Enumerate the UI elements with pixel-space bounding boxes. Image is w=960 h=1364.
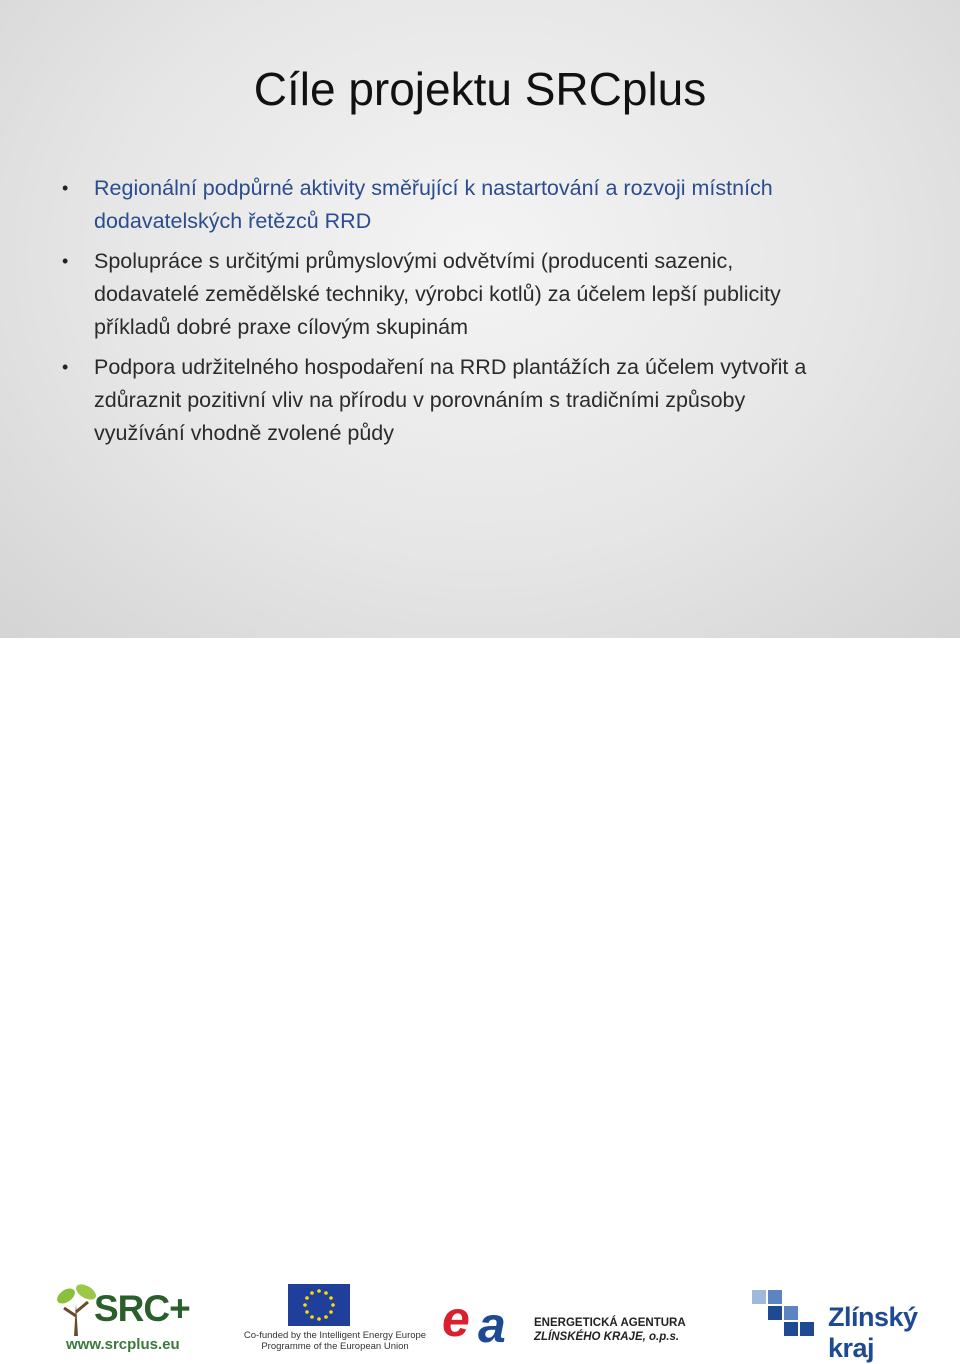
logo-footer xyxy=(0,638,960,1363)
slide-title: Cíle projektu SRCplus xyxy=(253,63,707,115)
bullet-line: zdůraznit pozitivní vliv na přírodu v porovnáním s tradičními způsoby xyxy=(94,388,746,412)
bullet-item xyxy=(60,245,930,344)
bullet-line: příkladů dobré praxe cílovým skupinám xyxy=(94,315,469,339)
bullet-line: využívání vhodně zvolené půdy xyxy=(94,421,395,445)
slide xyxy=(0,0,960,638)
srcplus-logo xyxy=(48,1278,198,1356)
eu-caption-line: Co-funded by the Intelligent Energy Europe xyxy=(243,1330,427,1341)
eu-logo xyxy=(235,1284,435,1356)
zlinsky-kraj-text: Zlínský kraj xyxy=(828,1302,918,1363)
srcplus-logo-text: SRC+ xyxy=(94,1288,190,1329)
bullet-line: Podpora udržitelného hospodaření na RRD plantážích za účelem vytvořit a xyxy=(94,355,807,379)
tree-leaf-icon xyxy=(52,1282,100,1338)
bullet-line: Regionální podpůrné aktivity směřující k nastartování a rozvoji místních xyxy=(94,176,773,200)
ea-logo xyxy=(440,1286,700,1352)
eu-caption-line: Programme of the European Union xyxy=(261,1341,409,1352)
ea-name xyxy=(534,1316,686,1344)
bullet-dot-icon: • xyxy=(62,178,69,198)
ea-mark-icon xyxy=(440,1290,530,1348)
bullet-dot-icon: • xyxy=(62,251,69,271)
bullet-line: dodavatelských řetězců RRD xyxy=(94,209,372,233)
bullet-item xyxy=(60,351,930,450)
squares-icon xyxy=(752,1290,822,1336)
eu-caption xyxy=(235,1330,435,1352)
bullet-list xyxy=(60,172,930,457)
bullet-line: Spolupráce s určitými průmyslovými odvětvími (producenti sazenic, xyxy=(94,249,734,273)
bullet-line: dodavatelé zemědělské techniky, výrobci kotlů) za účelem lepší publicity xyxy=(94,282,781,306)
ea-name-line: ZLÍNSKÉHO KRAJE, o.p.s. xyxy=(534,1331,680,1343)
bullet-item xyxy=(60,172,930,238)
ea-name-line: ENERGETICKÁ AGENTURA xyxy=(534,1317,686,1329)
bullet-dot-icon: • xyxy=(62,357,69,377)
zlinsky-kraj-logo xyxy=(752,1290,942,1363)
srcplus-url: www.srcplus.eu xyxy=(66,1336,180,1353)
svg-text:a: a xyxy=(478,1297,506,1348)
svg-text:e: e xyxy=(442,1291,470,1347)
eu-flag-icon xyxy=(288,1284,350,1326)
